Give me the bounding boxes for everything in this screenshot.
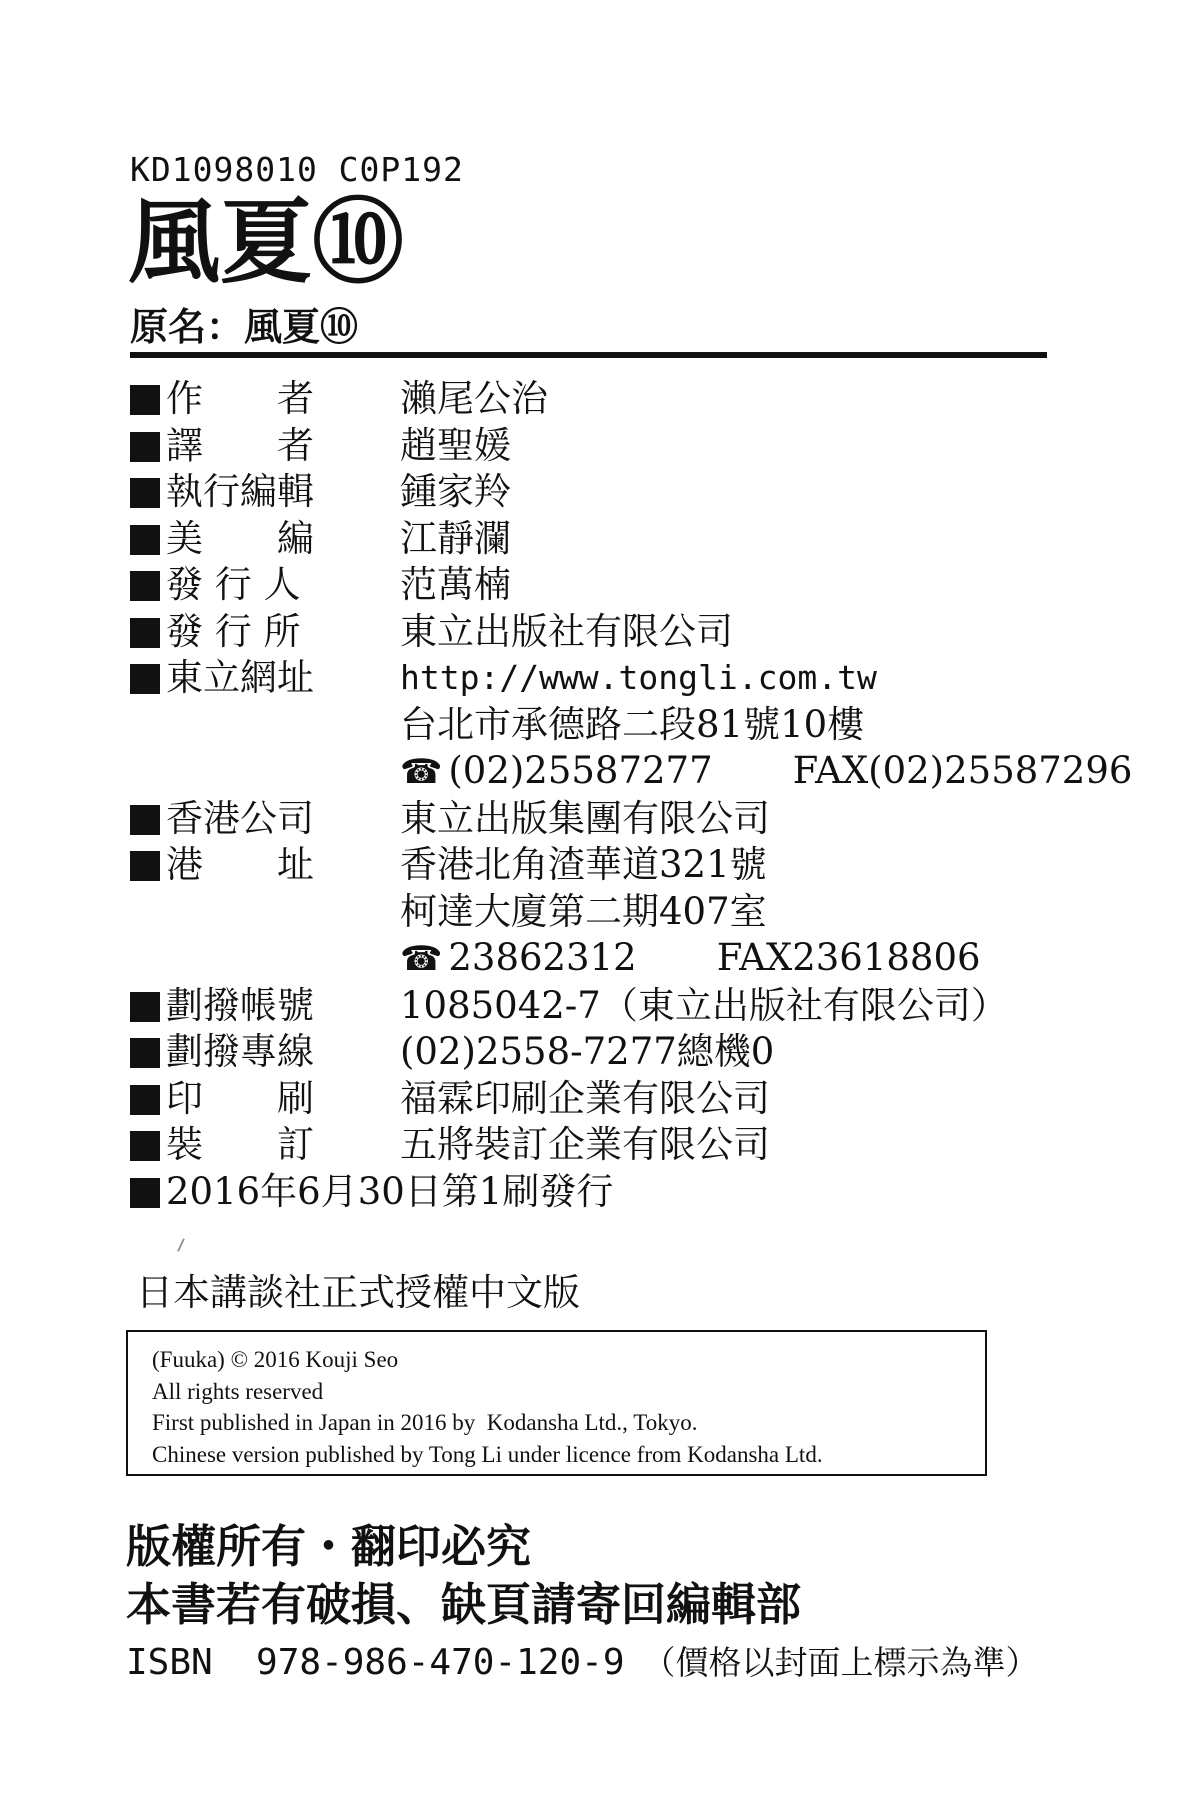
rights-notice: 版權所有・翻印必究 <box>126 1520 532 1573</box>
credit-label: 作 者 <box>166 377 314 420</box>
credit-row-hk-address <box>130 842 1070 983</box>
credit-row-art-editor <box>130 516 1070 563</box>
taipei-fax: FAX(02)25587296 <box>792 749 1133 792</box>
credit-row-translator <box>130 423 1070 470</box>
credit-value: 五將裝訂企業有限公司 <box>400 1123 770 1166</box>
credit-label: 執行編輯 <box>166 470 314 513</box>
credit-row-binder <box>130 1122 1070 1169</box>
authorization-notice: 日本講談社正式授權中文版 <box>136 1271 580 1314</box>
credit-row-publisher-person <box>130 562 1070 609</box>
credit-value: 范萬楠 <box>400 563 511 606</box>
credit-value: 1085042-7（東立出版社有限公司） <box>400 983 1008 1027</box>
credit-value: 福霖印刷企業有限公司 <box>400 1076 770 1120</box>
taipei-phone-line <box>400 748 1132 796</box>
credit-label: 港 址 <box>166 843 314 886</box>
footer-notices <box>126 1518 1039 1692</box>
credit-row-website <box>130 655 1133 796</box>
copyright-line: (Fuuka) © 2016 Kouji Seo <box>152 1347 399 1372</box>
bullet-icon <box>130 1178 160 1208</box>
bullet-icon <box>130 525 160 555</box>
publication-date-line <box>130 1169 1070 1216</box>
hk-address-line2: 柯達大廈第二期407室 <box>400 889 767 933</box>
credit-label: 劃撥帳號 <box>166 983 314 1027</box>
copyright-line: All rights reserved <box>152 1378 324 1404</box>
credit-value: 鍾家羚 <box>400 470 511 513</box>
hk-address-line1: 香港北角渣華道321號 <box>400 843 767 886</box>
credit-value: (02)2558-7277總機0 <box>400 1030 775 1073</box>
credit-value: 東立出版社有限公司 <box>400 609 733 653</box>
taipei-address: 台北市承德路二段81號10樓 <box>400 702 865 746</box>
credit-label: 發 行 所 <box>166 609 301 653</box>
original-title: 原名：風夏⑩ <box>130 304 359 349</box>
credits-section <box>130 376 1133 1215</box>
bullet-icon <box>130 478 160 508</box>
credit-row-postal-line <box>130 1029 1070 1076</box>
isbn-line <box>126 1634 1039 1692</box>
credit-value: 江靜瀾 <box>400 516 511 560</box>
publication-date: 2016年6月30日第1刷發行 <box>166 1169 614 1213</box>
credit-label: 東立網址 <box>166 656 314 699</box>
bullet-icon <box>130 664 160 694</box>
bullet-icon <box>130 1131 160 1161</box>
credit-value: 東立出版集團有限公司 <box>400 796 770 840</box>
telephone-icon: ☎ <box>400 939 443 979</box>
isbn: ISBN 978-986-470-120-9 <box>126 1642 625 1683</box>
copyright-box <box>126 1330 987 1476</box>
credit-row-author <box>130 376 1070 423</box>
credit-label: 香港公司 <box>166 796 314 840</box>
credit-label: 發 行 人 <box>166 563 301 606</box>
bullet-icon <box>130 571 160 601</box>
hk-phone-line <box>400 935 1070 983</box>
bullet-icon <box>130 1038 160 1068</box>
copyright-line: Chinese version published by Tong Li under licence from Kodansha Ltd. <box>152 1441 823 1467</box>
book-title: 風夏⑩ <box>128 188 405 296</box>
credit-label: 譯 者 <box>166 423 314 467</box>
credit-label: 印 刷 <box>166 1076 314 1120</box>
product-code: KD1098010 C0P192 <box>130 150 464 189</box>
damage-notice: 本書若有破損、缺頁請寄回編輯部 <box>126 1578 802 1631</box>
price-note: （價格以封面上標示為準） <box>642 1643 1039 1682</box>
bullet-icon <box>130 851 160 881</box>
credit-row-printer <box>130 1076 1070 1123</box>
credit-value: 瀨尾公治 <box>400 377 548 420</box>
credit-label: 劃撥專線 <box>166 1030 314 1073</box>
credit-value: 趙聖媛 <box>400 423 511 467</box>
credit-row-publisher <box>130 609 1070 656</box>
credit-row-hk-company <box>130 796 1070 843</box>
bullet-icon <box>130 618 160 648</box>
print-speck <box>177 1238 185 1252</box>
title-divider <box>130 352 1047 358</box>
bullet-icon <box>130 1085 160 1115</box>
taipei-phone: (02)25587277 <box>448 749 713 792</box>
bullet-icon <box>130 992 160 1022</box>
credit-label: 美 編 <box>166 516 314 560</box>
telephone-icon: ☎ <box>400 752 443 792</box>
credit-label: 裝 訂 <box>166 1123 314 1166</box>
website-url[interactable]: http://www.tongli.com.tw <box>400 658 877 697</box>
hk-phone: 23862312 <box>448 936 637 979</box>
bullet-icon <box>130 385 160 415</box>
credit-row-postal-account <box>130 983 1070 1030</box>
copyright-line: First published in Japan in 2016 by Kodansha Ltd., Tokyo. <box>152 1410 698 1435</box>
bullet-icon <box>130 805 160 835</box>
hk-fax: FAX23618806 <box>716 936 981 979</box>
bullet-icon <box>130 432 160 462</box>
credit-row-editor <box>130 469 1070 516</box>
